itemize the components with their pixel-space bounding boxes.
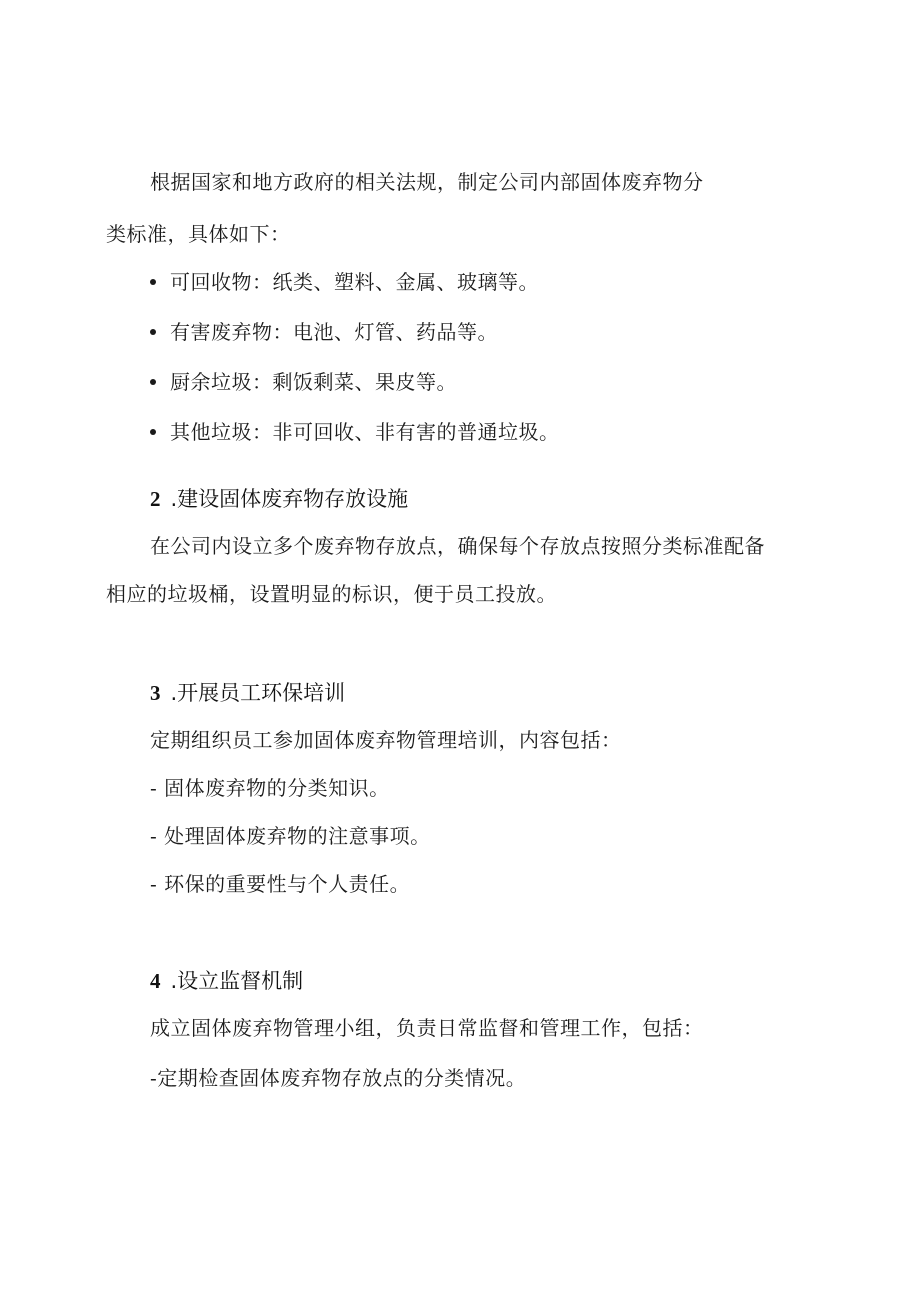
list-item-text: 其他垃圾：非可回收、非有害的普通垃圾。: [170, 420, 560, 444]
section3-title: .开展员工环保培训: [170, 681, 346, 705]
section4-number: 4: [150, 969, 161, 993]
list-item: [150, 318, 498, 346]
section4-body: 成立固体废弃物管理小组，负责日常监督和管理工作，包括：: [150, 1016, 704, 1040]
section3-body: 定期组织员工参加固体废弃物管理培训，内容包括：: [150, 728, 622, 752]
list-item: - 处理固体废弃物的注意事项。: [150, 824, 431, 848]
section2-body-line1: 在公司内设立多个废弃物存放点，确保每个存放点按照分类标准配备: [150, 534, 765, 558]
section2-title: .建设固体废弃物存放设施: [170, 487, 409, 511]
list-item: [150, 418, 560, 446]
section2-heading: [150, 484, 408, 514]
section2-number: 2: [150, 487, 161, 511]
section3-number: 3: [150, 681, 161, 705]
list-item-text: 可回收物：纸类、塑料、金属、玻璃等。: [170, 270, 539, 294]
list-item: [150, 368, 457, 396]
list-item: - 环保的重要性与个人责任。: [150, 872, 411, 896]
bullet-icon: [150, 329, 156, 335]
list-item-text: 有害废弃物：电池、灯管、药品等。: [170, 320, 498, 344]
list-item: - 固体废弃物的分类知识。: [150, 776, 390, 800]
section2-body-line2: 相应的垃圾桶，设置明显的标识，便于员工投放。: [106, 582, 557, 606]
list-item: [150, 268, 539, 296]
list-item-text: 厨余垃圾：剩饭剩菜、果皮等。: [170, 370, 457, 394]
bullet-icon: [150, 379, 156, 385]
section3-heading: [150, 678, 345, 708]
bullet-icon: [150, 429, 156, 435]
section4-heading: [150, 966, 303, 996]
section1-intro-line2: 类标准，具体如下：: [106, 222, 291, 246]
list-item: -定期检查固体废弃物存放点的分类情况。: [150, 1066, 527, 1090]
section4-title: .设立监督机制: [170, 969, 304, 993]
bullet-icon: [150, 279, 156, 285]
section1-intro-line1: 根据国家和地方政府的相关法规，制定公司内部固体废弃物分: [150, 170, 704, 194]
